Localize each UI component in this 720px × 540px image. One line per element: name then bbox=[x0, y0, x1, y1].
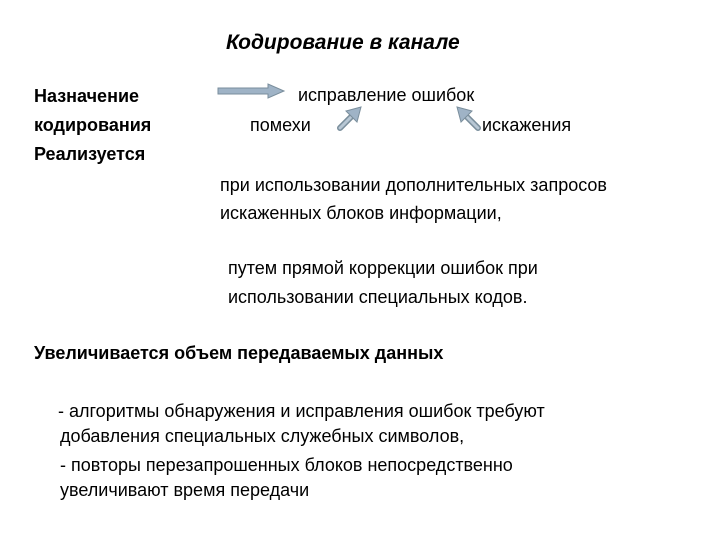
result-text: исправление ошибок bbox=[298, 85, 475, 105]
purpose-label-line2: кодирования bbox=[34, 115, 152, 135]
consequence-item2-line2: увеличивают время передачи bbox=[60, 480, 310, 500]
consequence-heading: Увеличивается объем передаваемых данных bbox=[34, 343, 444, 363]
page-title: Кодирование в канале bbox=[226, 31, 460, 54]
up-left-arrow-icon bbox=[457, 107, 478, 128]
implemented-label: Реализуется bbox=[34, 144, 146, 164]
up-right-arrow-icon bbox=[340, 107, 361, 128]
consequence-item2-line1: - повторы перезапрошенных блоков непосредственно bbox=[60, 455, 513, 475]
cause-left-text: помехи bbox=[250, 115, 311, 135]
cause-right-text: искажения bbox=[482, 115, 572, 135]
consequence-item1-line2: добавления специальных служебных символов, bbox=[60, 426, 465, 446]
method2-line2: использовании специальных кодов. bbox=[228, 287, 528, 307]
method1-line2: искаженных блоков информации, bbox=[220, 203, 502, 223]
right-arrow-icon bbox=[218, 84, 284, 98]
method1-line1: при использовании дополнительных запросов bbox=[220, 175, 607, 195]
purpose-label-line1: Назначение bbox=[34, 86, 140, 106]
method2-line1: путем прямой коррекции ошибок при bbox=[228, 258, 538, 278]
consequence-item1-line1: - алгоритмы обнаружения и исправления ошибок требуют bbox=[58, 401, 545, 421]
